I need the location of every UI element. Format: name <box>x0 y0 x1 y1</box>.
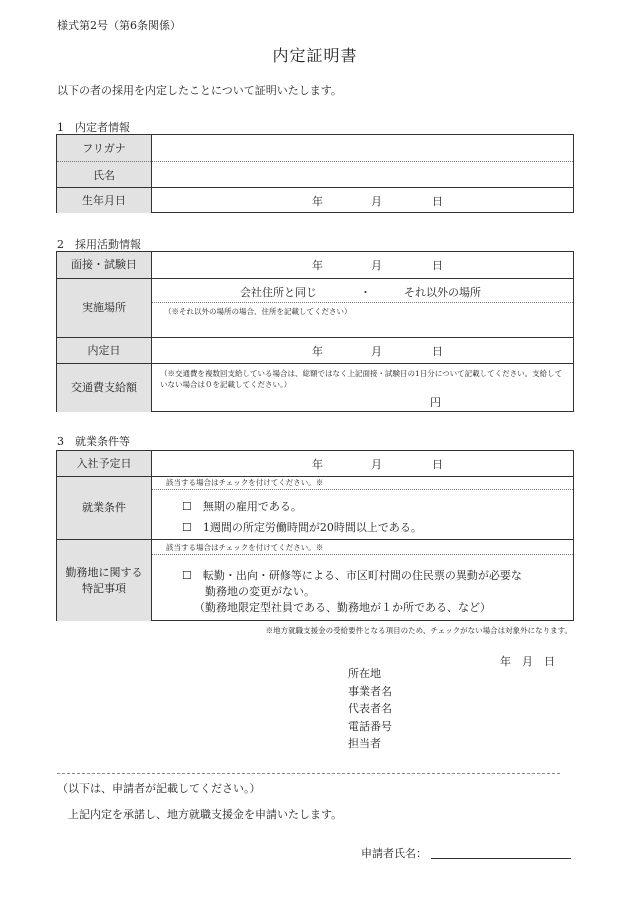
location-label-line2: 特記事項 <box>82 581 126 595</box>
section1-heading: 1 内定者情報 <box>57 121 130 134</box>
location-row <box>57 540 573 621</box>
form-number: 様式第2号（第6条関係） <box>57 19 181 32</box>
transport-label: 交通費支給額 <box>57 364 152 412</box>
section2-heading: 2 採用活動情報 <box>57 238 141 251</box>
field-business-name: 事業者名 <box>348 684 392 698</box>
condition-item-1[interactable] <box>182 498 302 514</box>
section3-heading: 3 就業条件等 <box>57 435 130 448</box>
place-options <box>152 279 573 303</box>
field-phone: 電話番号 <box>348 719 392 733</box>
conditions-row <box>57 477 573 540</box>
conditions-field <box>152 477 573 539</box>
applicant-statement: 上記内定を承諾し、地方就職支援金を申請いたします。 <box>68 808 343 821</box>
offer-label: 内定日 <box>57 338 152 363</box>
conditions-label: 就業条件 <box>57 477 152 539</box>
divider <box>57 773 560 774</box>
place-option-same[interactable]: 会社住所と同じ <box>240 286 317 299</box>
page-title: 内定証明書 <box>272 46 358 65</box>
place-note: （※それ以外の場所の場合、住所を記載してください） <box>164 307 352 316</box>
location-item-line2: 勤務地の変更がない。 <box>205 585 315 598</box>
month-unit: 月 <box>371 344 382 358</box>
day-unit: 日 <box>432 194 443 208</box>
name-label: 氏名 <box>93 168 115 182</box>
location-item[interactable] <box>182 568 522 616</box>
yen-unit: 円 <box>430 396 441 409</box>
conditions-check-note: 該当する場合はチェックを付けてください。※ <box>152 477 573 490</box>
year-unit: 年 <box>312 259 323 272</box>
furigana-field[interactable] <box>152 135 573 162</box>
location-check-note: 該当する場合はチェックを付けてください。※ <box>152 540 573 555</box>
start-field[interactable] <box>152 451 573 476</box>
place-option-other[interactable]: それ以外の場所 <box>404 286 481 299</box>
interview-field[interactable] <box>152 252 573 278</box>
month-unit: 月 <box>371 259 382 272</box>
transport-note: （※交通費を複数回支給している場合は、総額ではなく上記面接・試験日の1日分について記載してください。支給していない場合は０を記載してください。） <box>160 369 563 389</box>
checkbox-icon[interactable]: ☐ <box>182 521 192 534</box>
year-unit: 年 <box>312 344 323 358</box>
start-row <box>57 451 573 477</box>
interview-row <box>57 252 573 279</box>
interview-label: 面接・試験日 <box>57 252 152 278</box>
applicant-name-label: 申請者氏名： <box>361 847 427 860</box>
place-separator: ・ <box>360 286 371 299</box>
signature-fields <box>348 665 392 753</box>
section1-table <box>56 134 574 213</box>
condition-item-1-text: 無期の雇用である。 <box>202 500 302 513</box>
intro-text: 以下の者の採用を内定したことについて証明いたします。 <box>57 84 342 97</box>
footnote: ※地方就職支援金の受給要件となる項目のため、チェックがない場合は対象外になります。 <box>265 626 572 635</box>
signature-date: 年 月 日 <box>500 655 555 668</box>
checkbox-icon[interactable]: ☐ <box>182 569 192 582</box>
birth-row <box>57 188 573 213</box>
applicant-name-field[interactable] <box>431 858 571 859</box>
field-representative: 代表者名 <box>348 702 392 715</box>
place-field <box>152 279 573 337</box>
day-unit: 日 <box>432 259 443 272</box>
location-item-line1: 転勤・出向・研修等による、市区町村間の住民票の異動が必要な <box>202 569 522 582</box>
offer-row <box>57 338 573 364</box>
condition-item-2-text: 1週間の所定労働時間が20時間以上である。 <box>202 521 422 534</box>
condition-item-2[interactable] <box>182 519 422 535</box>
birth-field[interactable] <box>152 188 573 213</box>
transport-row <box>57 364 573 412</box>
location-item-line3: （勤務地限定型社員である、勤務地が１か所である、など） <box>194 601 491 614</box>
transport-field[interactable] <box>152 364 573 412</box>
year-unit: 年 <box>312 194 323 208</box>
month-unit: 月 <box>371 457 382 471</box>
day-unit: 日 <box>432 344 443 358</box>
field-address: 所在地 <box>348 667 381 680</box>
day-unit: 日 <box>432 457 443 471</box>
place-label: 実施場所 <box>57 279 152 337</box>
offer-field[interactable] <box>152 338 573 363</box>
year-unit: 年 <box>312 457 323 471</box>
place-row <box>57 279 573 338</box>
applicant-note: （以下は、申請者が記載してください。） <box>57 782 261 795</box>
location-field <box>152 540 573 621</box>
section3-table <box>56 450 574 621</box>
name-field[interactable] <box>152 162 573 188</box>
location-label <box>57 540 152 621</box>
section2-table <box>56 251 574 412</box>
month-unit: 月 <box>371 194 382 208</box>
location-label-line1: 勤務地に関する <box>65 565 143 579</box>
furigana-label: フリガナ <box>57 135 151 162</box>
field-contact-person: 担当者 <box>348 737 381 750</box>
checkbox-icon[interactable]: ☐ <box>182 500 192 513</box>
birth-label: 生年月日 <box>57 188 152 213</box>
start-label: 入社予定日 <box>57 451 152 476</box>
